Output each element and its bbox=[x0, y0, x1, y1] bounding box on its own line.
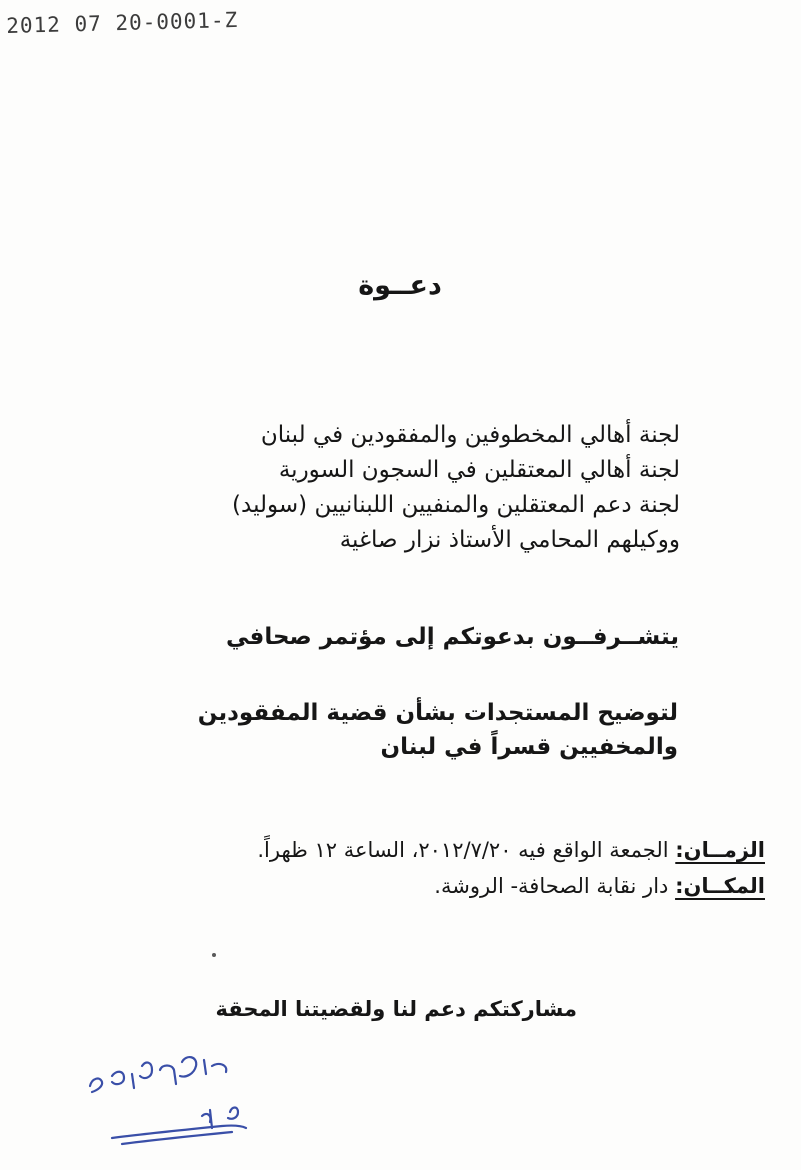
time-label: الزمــان: bbox=[675, 838, 765, 862]
committee-line: لجنة دعم المعتقلين والمنفيين اللبنانيين (سوليد) bbox=[232, 492, 680, 518]
time-row bbox=[85, 832, 765, 868]
committee-line: لجنة أهالي المخطوفين والمفقودين في لبنان bbox=[260, 422, 680, 448]
place-value: دار نقابة الصحافة- الروشة. bbox=[434, 874, 676, 898]
committees-list bbox=[120, 418, 680, 558]
invitation-title: دعــوة bbox=[358, 270, 442, 301]
handwritten-signature bbox=[82, 1030, 272, 1150]
place-row bbox=[85, 868, 765, 904]
ink-speck bbox=[212, 953, 216, 957]
invitation-honor-line: يتشــرفــون بدعوتكم إلى مؤتمر صحافي bbox=[225, 624, 679, 650]
time-value: الجمعة الواقع فيه ٢٠١٢/٧/٢٠، الساعة ١٢ ظهراً. bbox=[257, 838, 676, 862]
committee-line: لجنة أهالي المعتقلين في السجون السورية bbox=[278, 457, 680, 483]
place-label: المكــان: bbox=[675, 874, 765, 898]
committee-line: ووكيلهم المحامي الأستاذ نزار صاغية bbox=[339, 527, 680, 553]
document-reference-stamp: 2012 07 20-0001-Z bbox=[6, 7, 239, 38]
event-details bbox=[85, 832, 765, 904]
signature-strokes bbox=[90, 1057, 246, 1144]
purpose-line: لتوضيح المستجدات بشأن قضية المفقودين bbox=[197, 700, 678, 726]
conference-purpose bbox=[78, 696, 678, 764]
closing-line: مشاركتكم دعم لنا ولقضيتنا المحقة bbox=[215, 997, 577, 1021]
purpose-line: والمخفيين قسراً في لبنان bbox=[380, 734, 678, 760]
